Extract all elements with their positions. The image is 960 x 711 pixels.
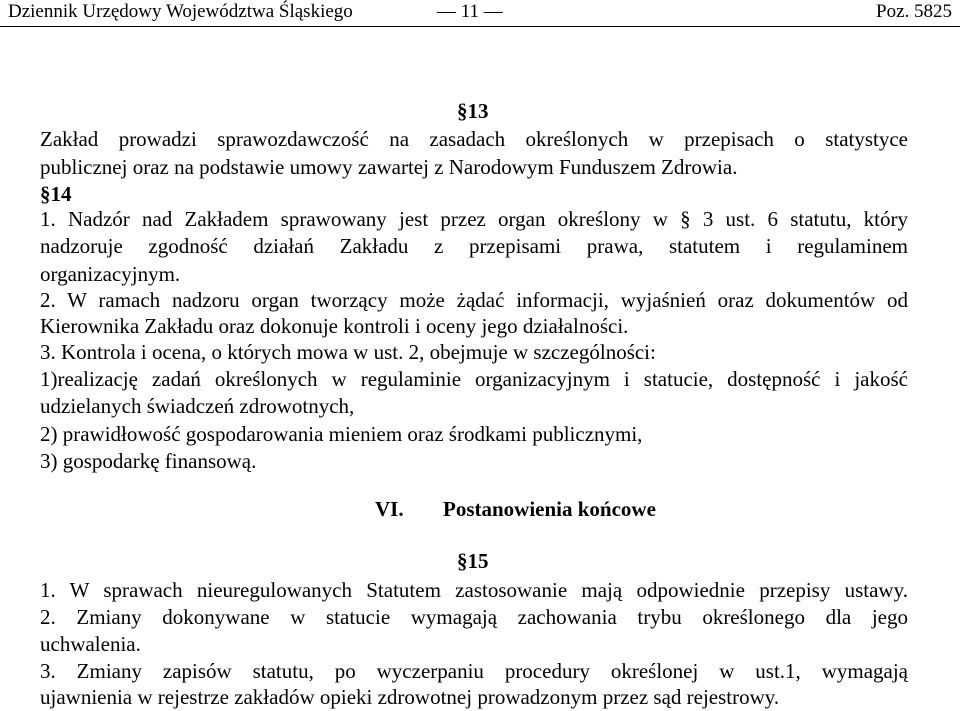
paragraph-13-heading: §13 bbox=[457, 99, 489, 123]
paragraph-14-item-1-line-2: nadzoruje zgodność działań Zakładu z przepisami prawa, statutem i regulaminem bbox=[40, 234, 908, 258]
section-title: Postanowienia końcowe bbox=[443, 497, 656, 521]
paragraph-14-list-item-1-line-2: udzielanych świadczeń zdrowotnych, bbox=[40, 394, 355, 418]
paragraph-15-heading: §15 bbox=[457, 549, 489, 573]
section-number: VI. bbox=[375, 497, 404, 521]
paragraph-14-list-item-3: 3) gospodarkę finansową. bbox=[40, 449, 257, 473]
paragraph-15-item-2-line-1: 2. Zmiany dokonywane w statucie wymagają zachowania trybu określonego dla jego bbox=[40, 605, 908, 629]
paragraph-14-item-1-line-1: 1. Nadzór nad Zakładem sprawowany jest przez organ określony w § 3 ust. 6 statutu, który bbox=[40, 207, 908, 231]
position-number: Poz. 5825 bbox=[876, 1, 952, 22]
page-number: — 11 — bbox=[437, 1, 503, 22]
paragraph-15-item-2-line-2: uchwalenia. bbox=[40, 632, 141, 656]
page-header bbox=[0, 0, 960, 24]
paragraph-15-item-3-line-1: 3. Zmiany zapisów statutu, po wyczerpaniu procedury określonej w ust.1, wymagają bbox=[40, 659, 908, 683]
paragraph-14-item-2-line-1: 2. W ramach nadzoru organ tworzący może żądać informacji, wyjaśnień oraz dokumentów od bbox=[40, 288, 908, 312]
paragraph-13-line-1: Zakład prowadzi sprawozdawczość na zasadach określonych w przepisach o statystyce bbox=[40, 127, 908, 151]
paragraph-13-line-2: publicznej oraz na podstawie umowy zawartej z Narodowym Funduszem Zdrowia. bbox=[40, 155, 738, 179]
paragraph-14-item-1-line-3: organizacyjnym. bbox=[40, 262, 181, 286]
paragraph-14-list-item-1-line-1: 1)realizację zadań określonych w regulaminie organizacyjnym i statucie, dostępność i jakość bbox=[40, 367, 908, 391]
journal-title: Dziennik Urzędowy Województwa Śląskiego bbox=[8, 1, 353, 22]
header-divider bbox=[0, 26, 960, 27]
paragraph-14-heading: §14 bbox=[40, 182, 72, 206]
paragraph-14-item-2-line-2: Kierownika Zakładu oraz dokonuje kontroli i oceny jego działalności. bbox=[40, 314, 629, 338]
paragraph-15-item-3-line-2: ujawnienia w rejestrze zakładów opieki zdrowotnej prowadzonym przez sąd rejestrowy. bbox=[40, 685, 780, 709]
paragraph-15-item-1: 1. W sprawach nieuregulowanych Statutem zastosowanie mają odpowiednie przepisy ustawy. bbox=[40, 578, 908, 602]
paragraph-14-item-3-line-1: 3. Kontrola i ocena, o których mowa w ust. 2, obejmuje w szczególności: bbox=[40, 340, 656, 364]
paragraph-14-list-item-2: 2) prawidłowość gospodarowania mieniem oraz środkami publicznymi, bbox=[40, 422, 643, 446]
